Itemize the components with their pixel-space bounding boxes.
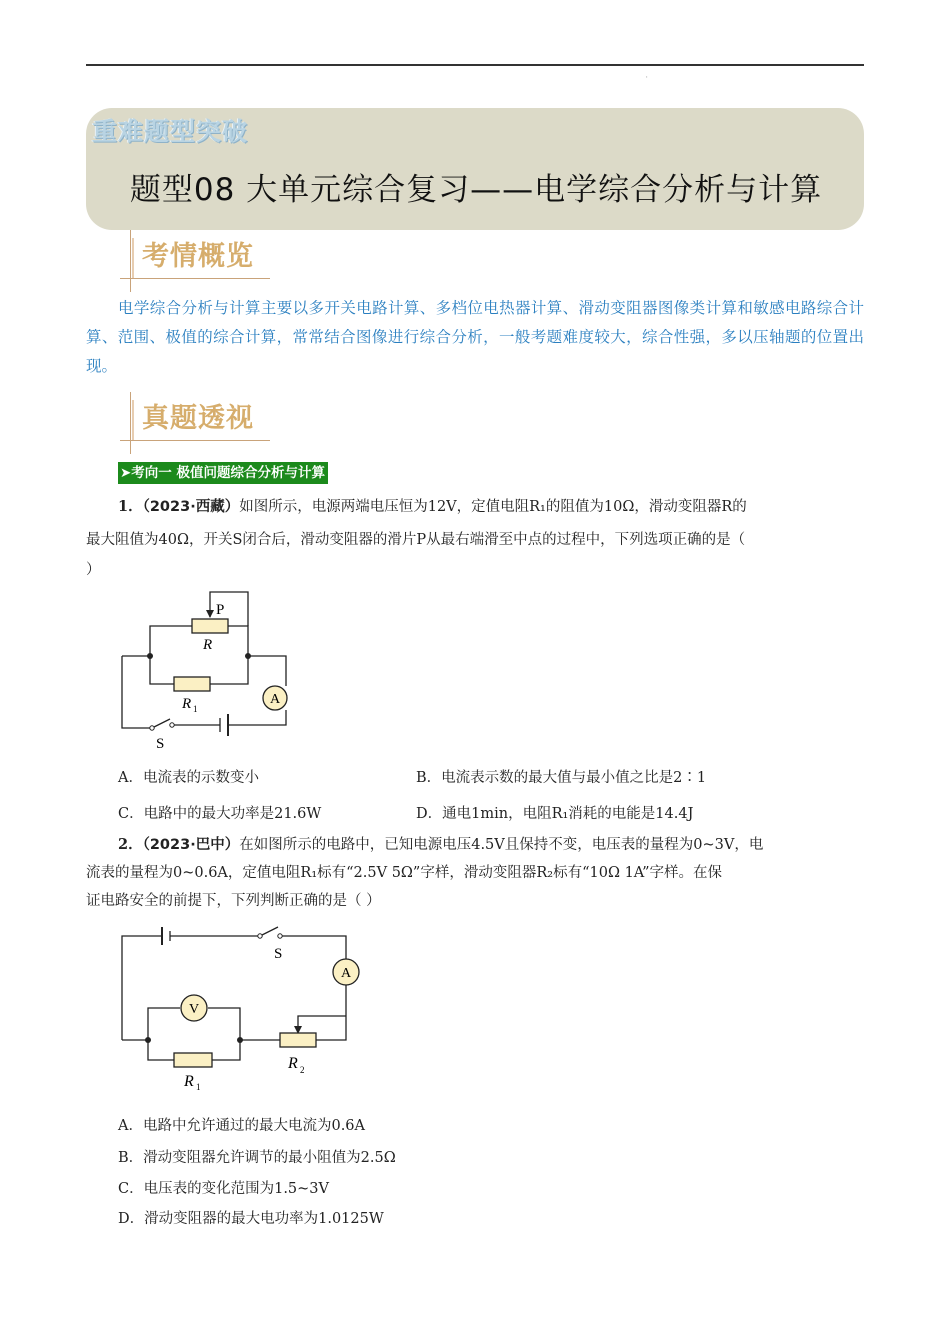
q2-voltmeter-label: V bbox=[188, 1002, 200, 1017]
q1-label-r: R bbox=[203, 637, 213, 653]
q2-label-r1-sub: 1 bbox=[196, 1082, 201, 1092]
section-heading-real bbox=[118, 390, 288, 456]
q1-stem-line1: 如图所示，电源两端电压恒为12V，定值电阻R₁的阻值为10Ω，滑动变阻器R的 bbox=[239, 499, 747, 515]
q1-source: （2023·西藏） bbox=[142, 499, 240, 515]
q1-label-p: P bbox=[216, 602, 225, 618]
q2-resistor-r1 bbox=[174, 1053, 212, 1067]
section-heading-overview bbox=[118, 228, 288, 294]
q2-ammeter-label: A bbox=[340, 966, 352, 981]
section-heading-overview-text: 考情概览 bbox=[142, 241, 254, 272]
q2-circuit-diagram bbox=[110, 922, 370, 1092]
q1-option-a: A．电流表的示数变小 bbox=[118, 770, 259, 786]
q1-option-b: B．电流表示数的最大值与最小值之比是2∶1 bbox=[416, 770, 707, 786]
q2-option-d: D．滑动变阻器的最大电功率为1.0125W bbox=[118, 1211, 384, 1227]
q2-label-r2-sub: 2 bbox=[300, 1065, 305, 1075]
q2-line1 bbox=[118, 830, 868, 860]
overview-paragraph: 电学综合分析与计算主要以多开关电路计算、多档位电热器计算、滑动变阻器图像类计算和敏感电路综合计算、范围、极值的综合计算，常常结合图像进行综合分析，一般考题难度较大，综合性强，多以压轴题的位置出现。 bbox=[86, 299, 864, 375]
q2-option-b: B．滑动变阻器允许调节的最小阻值为2.5Ω bbox=[118, 1150, 396, 1166]
q1-resistor-r1 bbox=[174, 677, 210, 691]
q2-stem-line1: 在如图所示的电路中，已知电源电压4.5V且保持不变，电压表的量程为0~3V，电 bbox=[239, 837, 764, 853]
q1-ammeter-label: A bbox=[269, 692, 281, 707]
q1-number: 1． bbox=[118, 498, 143, 515]
q1-label-r1-sub: 1 bbox=[193, 704, 198, 714]
q1-stem-line3: ） bbox=[86, 562, 101, 578]
q2-option-c: C．电压表的变化范围为1.5~3V bbox=[118, 1181, 329, 1197]
q2-label-r2: R bbox=[288, 1055, 298, 1072]
q2-rheostat-r2 bbox=[280, 1033, 316, 1047]
q1-rheostat-r bbox=[192, 619, 228, 633]
q1-label-r1: R bbox=[182, 696, 192, 712]
q2-stem-line3: 证电路安全的前提下，下列判断正确的是（ ） bbox=[86, 893, 381, 909]
q1-circuit-diagram bbox=[110, 586, 310, 756]
section-heading-real-text: 真题透视 bbox=[142, 403, 254, 434]
banner-tag: 重难题型突破 bbox=[92, 117, 249, 146]
q1-option-d: D．通电1min，电阻R₁消耗的电能是14.4J bbox=[416, 806, 694, 822]
top-rule bbox=[86, 64, 864, 66]
q1-label-s: S bbox=[156, 736, 165, 752]
q1-stem-line2: 最大阻值为40Ω，开关S闭合后，滑动变阻器的滑片P从最右端滑至中点的过程中，下列选项正确的是（ bbox=[86, 532, 746, 548]
q1-option-c: C．电路中的最大功率是21.6W bbox=[118, 806, 322, 822]
direction-label: ➤考向一 极值问题综合分析与计算 bbox=[118, 462, 328, 484]
q2-stem-line2: 流表的量程为0~0.6A，定值电阻R₁标有“2.5V 5Ω”字样，滑动变阻器R₂标有“10Ω 1A”字样。在保 bbox=[86, 865, 723, 881]
q2-label-s: S bbox=[274, 946, 283, 962]
q2-option-a: A．电路中允许通过的最大电流为0.6A bbox=[118, 1118, 366, 1134]
q2-source: （2023·巴中） bbox=[142, 837, 240, 853]
q2-number: 2． bbox=[118, 836, 143, 853]
header-mark: ' bbox=[646, 76, 648, 83]
page-title: 题型08 大单元综合复习——电学综合分析与计算 bbox=[129, 172, 823, 208]
q1-line1 bbox=[118, 492, 868, 522]
q2-label-r1: R bbox=[184, 1073, 194, 1090]
